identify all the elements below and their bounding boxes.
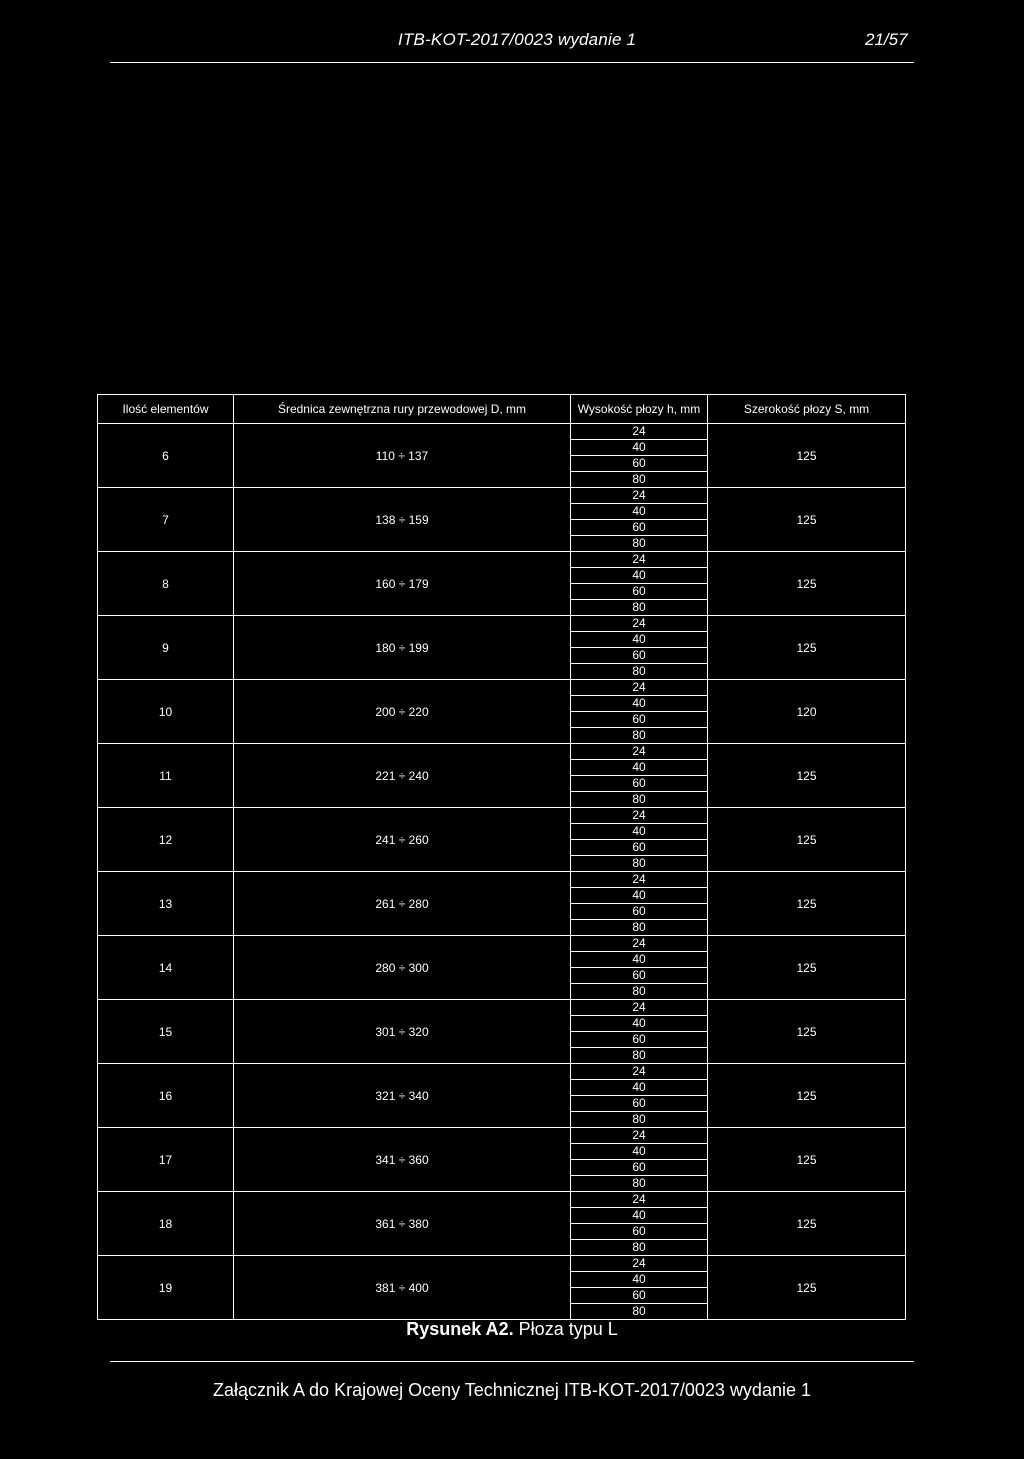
page-number: 21/57	[865, 30, 908, 49]
pipe-diameter-cell: 261 ÷ 280	[234, 872, 571, 936]
document-header: ITB-KOT-2017/0023 wydanie 1	[398, 30, 637, 49]
skid-height-cell: 60	[571, 712, 708, 728]
skid-height-cell: 24	[571, 872, 708, 888]
skid-dimensions-table	[97, 394, 906, 1320]
pipe-diameter-cell: 381 ÷ 400	[234, 1256, 571, 1320]
skid-height-cell: 24	[571, 1192, 708, 1208]
skid-height-cell: 24	[571, 1000, 708, 1016]
pipe-diameter-cell: 221 ÷ 240	[234, 744, 571, 808]
skid-height-cell: 60	[571, 1288, 708, 1304]
skid-height-cell: 40	[571, 888, 708, 904]
table-row	[98, 552, 906, 568]
figure-caption-label: Rysunek A2.	[406, 1319, 514, 1339]
skid-height-cell: 24	[571, 488, 708, 504]
skid-height-cell: 40	[571, 504, 708, 520]
table-row	[98, 744, 906, 760]
skid-height-cell: 80	[571, 1176, 708, 1192]
skid-height-cell: 60	[571, 1032, 708, 1048]
table-row	[98, 1256, 906, 1272]
skid-height-cell: 80	[571, 792, 708, 808]
pipe-diameter-cell: 301 ÷ 320	[234, 1000, 571, 1064]
element-count-cell: 16	[98, 1064, 234, 1128]
element-count-cell: 6	[98, 424, 234, 488]
skid-height-cell: 40	[571, 632, 708, 648]
pipe-diameter-cell: 341 ÷ 360	[234, 1128, 571, 1192]
skid-height-cell: 40	[571, 760, 708, 776]
skid-height-cell: 80	[571, 1048, 708, 1064]
element-count-cell: 14	[98, 936, 234, 1000]
table-body	[98, 424, 906, 1320]
skid-height-cell: 24	[571, 936, 708, 952]
skid-height-cell: 40	[571, 952, 708, 968]
skid-width-cell: 125	[708, 1128, 906, 1192]
skid-height-cell: 40	[571, 1016, 708, 1032]
skid-width-cell: 125	[708, 424, 906, 488]
table-row	[98, 1064, 906, 1080]
table-header-row	[98, 395, 906, 424]
skid-height-cell: 80	[571, 536, 708, 552]
pipe-diameter-cell: 241 ÷ 260	[234, 808, 571, 872]
skid-width-cell: 120	[708, 680, 906, 744]
skid-height-cell: 24	[571, 1064, 708, 1080]
skid-height-cell: 80	[571, 984, 708, 1000]
pipe-diameter-cell: 361 ÷ 380	[234, 1192, 571, 1256]
pipe-diameter-cell: 138 ÷ 159	[234, 488, 571, 552]
pipe-diameter-cell: 200 ÷ 220	[234, 680, 571, 744]
pipe-diameter-cell: 180 ÷ 199	[234, 616, 571, 680]
table-row	[98, 1000, 906, 1016]
skid-height-cell: 40	[571, 1208, 708, 1224]
skid-width-cell: 125	[708, 552, 906, 616]
element-count-cell: 8	[98, 552, 234, 616]
skid-height-cell: 24	[571, 1128, 708, 1144]
skid-width-cell: 125	[708, 616, 906, 680]
skid-height-cell: 40	[571, 1144, 708, 1160]
skid-height-cell: 80	[571, 856, 708, 872]
skid-width-cell: 125	[708, 1192, 906, 1256]
skid-height-cell: 80	[571, 664, 708, 680]
skid-height-cell: 80	[571, 728, 708, 744]
skid-width-cell: 125	[708, 1256, 906, 1320]
element-count-cell: 17	[98, 1128, 234, 1192]
skid-height-cell: 24	[571, 424, 708, 440]
header-divider	[110, 62, 914, 63]
table-row	[98, 936, 906, 952]
table-row	[98, 808, 906, 824]
column-header-diameter: Średnica zewnętrzna rury przewodowej D, mm	[234, 395, 571, 424]
column-header-height: Wysokość płozy h, mm	[571, 395, 708, 424]
pipe-diameter-cell: 321 ÷ 340	[234, 1064, 571, 1128]
skid-height-cell: 60	[571, 648, 708, 664]
skid-width-cell: 125	[708, 808, 906, 872]
table-row	[98, 872, 906, 888]
skid-height-cell: 80	[571, 920, 708, 936]
footer-divider	[110, 1361, 914, 1362]
skid-height-cell: 40	[571, 1272, 708, 1288]
skid-width-cell: 125	[708, 488, 906, 552]
skid-width-cell: 125	[708, 936, 906, 1000]
footer-text: Załącznik A do Krajowej Oceny Technicznej ITB-KOT-2017/0023 wydanie 1	[213, 1380, 811, 1400]
element-count-cell: 13	[98, 872, 234, 936]
table-row	[98, 616, 906, 632]
pipe-diameter-cell: 280 ÷ 300	[234, 936, 571, 1000]
element-count-cell: 18	[98, 1192, 234, 1256]
skid-height-cell: 60	[571, 520, 708, 536]
column-header-count: Ilość elementów	[98, 395, 234, 424]
skid-height-cell: 60	[571, 840, 708, 856]
element-count-cell: 11	[98, 744, 234, 808]
skid-height-cell: 60	[571, 1160, 708, 1176]
skid-width-cell: 125	[708, 744, 906, 808]
figure-caption	[0, 1319, 1024, 1340]
skid-height-cell: 60	[571, 968, 708, 984]
skid-height-cell: 60	[571, 776, 708, 792]
skid-height-cell: 40	[571, 1080, 708, 1096]
skid-height-cell: 24	[571, 808, 708, 824]
skid-height-cell: 60	[571, 1224, 708, 1240]
skid-height-cell: 24	[571, 680, 708, 696]
table-row	[98, 1128, 906, 1144]
table-row	[98, 680, 906, 696]
skid-height-cell: 24	[571, 1256, 708, 1272]
table-row	[98, 488, 906, 504]
skid-height-cell: 80	[571, 472, 708, 488]
pipe-diameter-cell: 160 ÷ 179	[234, 552, 571, 616]
skid-height-cell: 60	[571, 456, 708, 472]
pipe-diameter-cell: 110 ÷ 137	[234, 424, 571, 488]
skid-height-cell: 60	[571, 584, 708, 600]
element-count-cell: 15	[98, 1000, 234, 1064]
element-count-cell: 7	[98, 488, 234, 552]
skid-height-cell: 60	[571, 1096, 708, 1112]
element-count-cell: 9	[98, 616, 234, 680]
skid-height-cell: 40	[571, 824, 708, 840]
table-row	[98, 1192, 906, 1208]
column-header-width: Szerokość płozy S, mm	[708, 395, 906, 424]
element-count-cell: 19	[98, 1256, 234, 1320]
skid-height-cell: 80	[571, 1304, 708, 1320]
figure-caption-text: Płoza typu L	[518, 1319, 618, 1339]
skid-height-cell: 40	[571, 568, 708, 584]
skid-height-cell: 40	[571, 696, 708, 712]
skid-height-cell: 24	[571, 616, 708, 632]
table-row	[98, 424, 906, 440]
skid-width-cell: 125	[708, 1064, 906, 1128]
skid-height-cell: 80	[571, 1240, 708, 1256]
skid-height-cell: 80	[571, 1112, 708, 1128]
skid-width-cell: 125	[708, 1000, 906, 1064]
skid-height-cell: 60	[571, 904, 708, 920]
skid-height-cell: 24	[571, 744, 708, 760]
element-count-cell: 10	[98, 680, 234, 744]
skid-height-cell: 80	[571, 600, 708, 616]
skid-width-cell: 125	[708, 872, 906, 936]
element-count-cell: 12	[98, 808, 234, 872]
skid-height-cell: 24	[571, 552, 708, 568]
skid-height-cell: 40	[571, 440, 708, 456]
